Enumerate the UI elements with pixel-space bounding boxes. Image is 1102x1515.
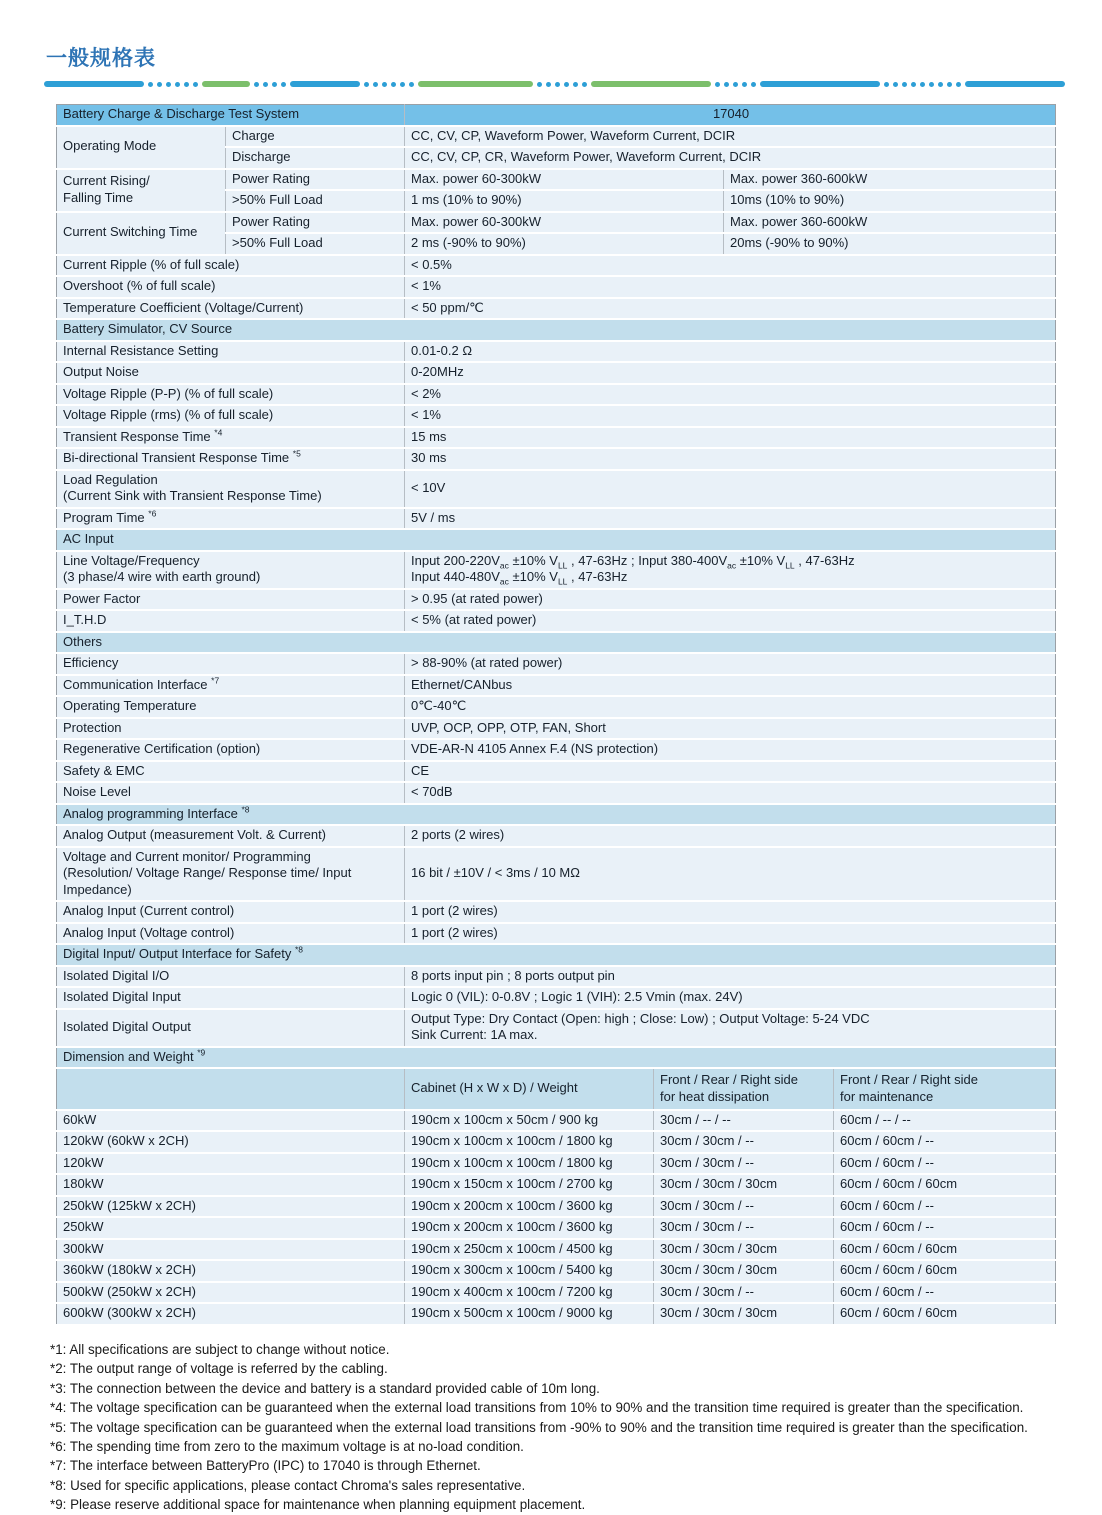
spec-row — [57, 405, 1056, 427]
spec-row-value: 1 port (2 wires) — [405, 901, 1056, 923]
dimension-cabinet: 190cm x 200cm x 100cm / 3600 kg — [405, 1196, 654, 1218]
spec-row-label: Protection — [57, 718, 405, 740]
dimension-heat: 30cm / 30cm / 30cm — [654, 1239, 834, 1261]
section-label: Analog programming Interface $^{*8}$ — [57, 804, 1056, 826]
dimension-heat: 30cm / 30cm / -- — [654, 1131, 834, 1153]
dimension-model: 180kW — [57, 1174, 405, 1196]
section-row — [57, 632, 1056, 654]
spec-row — [57, 923, 1056, 945]
dimension-col-heat: Front / Rear / Right side for heat dissipation — [654, 1068, 834, 1110]
spec-row — [57, 966, 1056, 988]
spec-row-value: < 50 ppm/℃ — [405, 298, 1056, 320]
spec-row — [57, 276, 1056, 298]
spec-row-value: 1 port (2 wires) — [405, 923, 1056, 945]
spec-row-label: Voltage Ripple (P-P) (% of full scale) — [57, 384, 405, 406]
dimension-model: 120kW (60kW x 2CH) — [57, 1131, 405, 1153]
spec-row-value: 30 ms — [405, 448, 1056, 470]
system-name-cell: Battery Charge & Discharge Test System — [57, 105, 405, 126]
spec-row-label: Voltage Ripple (rms) (% of full scale) — [57, 405, 405, 427]
spec-row-value: < 2% — [405, 384, 1056, 406]
spec-row-value: < 1% — [405, 276, 1056, 298]
spec-row — [57, 298, 1056, 320]
spec-row-label: Transient Response Time $^{*4}$ — [57, 427, 405, 449]
spec-row-value: > 0.95 (at rated power) — [405, 589, 1056, 611]
footnote-marker: *4: — [50, 1400, 67, 1416]
separator-bar — [44, 81, 144, 87]
spec-row — [57, 341, 1056, 363]
spec-row-label: Temperature Coefficient (Voltage/Current) — [57, 298, 405, 320]
dimension-maintenance: 60cm / 60cm / 60cm — [834, 1303, 1056, 1325]
dimension-maintenance: 60cm / 60cm / 60cm — [834, 1239, 1056, 1261]
spec-row-value-left: 2 ms (-90% to 90%) — [405, 233, 724, 255]
dimension-cabinet: 190cm x 250cm x 100cm / 4500 kg — [405, 1239, 654, 1261]
spec-row — [57, 901, 1056, 923]
dimension-col-maintenance: Front / Rear / Right side for maintenance — [834, 1068, 1056, 1110]
spec-row-value: < 10V — [405, 470, 1056, 508]
section-label: Battery Simulator, CV Source — [57, 319, 1056, 341]
dimension-cabinet: 190cm x 100cm x 100cm / 1800 kg — [405, 1131, 654, 1153]
dimension-heat: 30cm / 30cm / -- — [654, 1282, 834, 1304]
spec-row — [57, 470, 1056, 508]
spec-row-value-left: Max. power 60-300kW — [405, 169, 724, 191]
spec-row-label: Regenerative Certification (option) — [57, 739, 405, 761]
spec-row-label: Line Voltage/Frequency (3 phase/4 wire with earth ground) — [57, 551, 405, 589]
spec-row-value-right: Max. power 360-600kW — [724, 212, 1056, 234]
dimension-cabinet: 190cm x 100cm x 100cm / 1800 kg — [405, 1153, 654, 1175]
spec-row — [57, 718, 1056, 740]
spec-row-value-right: 20ms (-90% to 90%) — [724, 233, 1056, 255]
spec-row-value: CC, CV, CP, CR, Waveform Power, Waveform Current, DCIR — [405, 147, 1056, 169]
dimension-model: 250kW (125kW x 2CH) — [57, 1196, 405, 1218]
dimension-row — [57, 1196, 1056, 1218]
dimension-cabinet: 190cm x 500cm x 100cm / 9000 kg — [405, 1303, 654, 1325]
dimension-cabinet: 190cm x 150cm x 100cm / 2700 kg — [405, 1174, 654, 1196]
separator-bar — [290, 81, 360, 87]
dimension-header-row — [57, 1068, 1056, 1110]
separator-bar — [418, 81, 533, 87]
dimension-maintenance: 60cm / -- / -- — [834, 1110, 1056, 1132]
spec-row-value: < 5% (at rated power) — [405, 610, 1056, 632]
spec-row-value: UVP, OCP, OPP, OTP, FAN, Short — [405, 718, 1056, 740]
spec-sub-label: >50% Full Load — [226, 190, 405, 212]
spec-row-label: Voltage and Current monitor/ Programming (Resolution/ Voltage Range/ Response time/ Input Impedance) — [57, 847, 405, 902]
dimension-heat: 30cm / 30cm / -- — [654, 1196, 834, 1218]
footnote: *6: The spending time from zero to the maximum voltage is at no-load condition. — [50, 1438, 524, 1454]
spec-row-label: Safety & EMC — [57, 761, 405, 783]
dimension-row — [57, 1217, 1056, 1239]
dimension-row — [57, 1282, 1056, 1304]
spec-row — [57, 610, 1056, 632]
decorative-separator — [44, 80, 1058, 88]
footnote-marker: *2: — [50, 1361, 67, 1377]
section-label: Digital Input/ Output Interface for Safety $^{*8}$ — [57, 944, 1056, 966]
dimension-heat: 30cm / 30cm / 30cm — [654, 1303, 834, 1325]
spec-row — [57, 589, 1056, 611]
spec-row-value: < 0.5% — [405, 255, 1056, 277]
specification-table-body — [57, 105, 1056, 1325]
spec-row — [57, 384, 1056, 406]
dimension-model: 120kW — [57, 1153, 405, 1175]
spec-row — [57, 427, 1056, 449]
spec-row — [57, 362, 1056, 384]
spec-row-value-left: 1 ms (10% to 90%) — [405, 190, 724, 212]
spec-row-label: Load Regulation (Current Sink with Transient Response Time) — [57, 470, 405, 508]
dimension-col-cabinet: Cabinet (H x W x D) / Weight — [405, 1068, 654, 1110]
spec-row — [57, 448, 1056, 470]
spec-row-value: Input $200-220V_{ac} \pm 10\%$ $V_{LL}$ , 47-63Hz ; Input $380-400V_{ac} \pm 10\%$ $V_{LL}$ , 47-63Hz Input $440-480V_{ac} \pm 10\%$ $V_{LL}$ , 47-63Hz — [405, 551, 1056, 589]
spec-row — [57, 739, 1056, 761]
spec-row — [57, 1009, 1056, 1047]
section-label: AC Input — [57, 529, 1056, 551]
dimension-maintenance: 60cm / 60cm / 60cm — [834, 1174, 1056, 1196]
dimension-model: 500kW (250kW x 2CH) — [57, 1282, 405, 1304]
dimension-maintenance: 60cm / 60cm / -- — [834, 1131, 1056, 1153]
spec-row-label: Analog Input (Current control) — [57, 901, 405, 923]
dimension-maintenance: 60cm / 60cm / -- — [834, 1153, 1056, 1175]
separator-bar — [965, 81, 1065, 87]
dimension-cabinet: 190cm x 300cm x 100cm / 5400 kg — [405, 1260, 654, 1282]
spec-row — [57, 551, 1056, 589]
dimension-cabinet: 190cm x 200cm x 100cm / 3600 kg — [405, 1217, 654, 1239]
footnote-marker: *1: — [50, 1341, 67, 1357]
dimension-model: 60kW — [57, 1110, 405, 1132]
spec-sub-label: Charge — [226, 126, 405, 148]
spec-row-label: Isolated Digital Input — [57, 987, 405, 1009]
section-label: Dimension and Weight $^{*9}$ — [57, 1047, 1056, 1069]
dimension-model: 300kW — [57, 1239, 405, 1261]
spec-row-value: VDE-AR-N 4105 Annex F.4 (NS protection) — [405, 739, 1056, 761]
spec-sub-label: Discharge — [226, 147, 405, 169]
dimension-cabinet: 190cm x 400cm x 100cm / 7200 kg — [405, 1282, 654, 1304]
spec-row-value: < 70dB — [405, 782, 1056, 804]
spec-row-label: Internal Resistance Setting — [57, 341, 405, 363]
spec-row-label: Current Ripple (% of full scale) — [57, 255, 405, 277]
footnote: *2: The output range of voltage is referred by the cabling. — [50, 1361, 388, 1377]
spec-row — [57, 847, 1056, 902]
footnote: *8: Used for specific applications, please contact Chroma's sales representative. — [50, 1477, 526, 1493]
dimension-maintenance: 60cm / 60cm / -- — [834, 1217, 1056, 1239]
spec-row-value: 5V / ms — [405, 508, 1056, 530]
spec-row — [57, 782, 1056, 804]
page-title: 一般规格表 — [46, 46, 156, 70]
specification-table — [56, 104, 1056, 1326]
spec-group-row — [57, 169, 1056, 191]
spec-row — [57, 508, 1056, 530]
spec-row-value: > 88-90% (at rated power) — [405, 653, 1056, 675]
dimension-row — [57, 1303, 1056, 1325]
dimension-model: 360kW (180kW x 2CH) — [57, 1260, 405, 1282]
spec-row — [57, 653, 1056, 675]
spec-row-label: I_T.H.D — [57, 610, 405, 632]
dimension-maintenance: 60cm / 60cm / -- — [834, 1282, 1056, 1304]
dimension-row — [57, 1260, 1056, 1282]
spec-row — [57, 675, 1056, 697]
spec-row-value-right: Max. power 360-600kW — [724, 169, 1056, 191]
spec-group-label: Current Rising/ Falling Time — [57, 169, 226, 212]
spec-sub-label: Power Rating — [226, 169, 405, 191]
spec-group-row — [57, 212, 1056, 234]
spec-row-value: 16 bit / ±10V / < 3ms / 10 MΩ — [405, 847, 1056, 902]
spec-row — [57, 255, 1056, 277]
spec-row-value: < 1% — [405, 405, 1056, 427]
dimension-row — [57, 1174, 1056, 1196]
dimension-heat: 30cm / -- / -- — [654, 1110, 834, 1132]
dimension-heat: 30cm / 30cm / -- — [654, 1153, 834, 1175]
footnote: *5: The voltage specification can be guaranteed when the external load transitions from -90% to 90% and the transition time required is greater than the specification. — [50, 1419, 1028, 1435]
dimension-heat: 30cm / 30cm / 30cm — [654, 1260, 834, 1282]
model-number-cell: 17040 — [405, 105, 1056, 126]
spec-row-value: Logic 0 (VIL): 0-0.8V ; Logic 1 (VIH): 2.5 Vmin (max. 24V) — [405, 987, 1056, 1009]
footnote-marker: *3: — [50, 1380, 67, 1396]
spec-row-label: Communication Interface $^{*7}$ — [57, 675, 405, 697]
dimension-heat: 30cm / 30cm / 30cm — [654, 1174, 834, 1196]
section-row — [57, 944, 1056, 966]
spec-row-value-right: 10ms (10% to 90%) — [724, 190, 1056, 212]
spec-row-label: Analog Output (measurement Volt. & Current) — [57, 825, 405, 847]
spec-row-label: Noise Level — [57, 782, 405, 804]
section-row — [57, 804, 1056, 826]
spec-header-row — [57, 105, 1056, 126]
spec-row — [57, 825, 1056, 847]
footnote: *1: All specifications are subject to change without notice. — [50, 1341, 390, 1357]
footnote: *3: The connection between the device and battery is a standard provided cable of 10m long. — [50, 1380, 600, 1396]
spec-row-label: Power Factor — [57, 589, 405, 611]
dimension-heat: 30cm / 30cm / -- — [654, 1217, 834, 1239]
section-row — [57, 1047, 1056, 1069]
spec-row-value: 0.01-0.2 Ω — [405, 341, 1056, 363]
section-row — [57, 319, 1056, 341]
spec-row-value-left: Max. power 60-300kW — [405, 212, 724, 234]
dimension-maintenance: 60cm / 60cm / -- — [834, 1196, 1056, 1218]
footnote: *4: The voltage specification can be guaranteed when the external load transitions from 10% to 90% and the transition time required is greater than the specification. — [50, 1400, 1024, 1416]
spec-row-label: Bi-directional Transient Response Time $^{*5}$ — [57, 448, 405, 470]
spec-row-value: CC, CV, CP, Waveform Power, Waveform Current, DCIR — [405, 126, 1056, 148]
dimension-row — [57, 1153, 1056, 1175]
spec-row-label: Overshoot (% of full scale) — [57, 276, 405, 298]
dimension-maintenance: 60cm / 60cm / 60cm — [834, 1260, 1056, 1282]
spec-row-label: Program Time $^{*6}$ — [57, 508, 405, 530]
spec-group-label: Current Switching Time — [57, 212, 226, 255]
dimension-model: 250kW — [57, 1217, 405, 1239]
spec-row-label: Isolated Digital I/O — [57, 966, 405, 988]
footnote: *9: Please reserve additional space for maintenance when planning equipment placement. — [50, 1497, 586, 1513]
dimension-model: 600kW (300kW x 2CH) — [57, 1303, 405, 1325]
dimension-row — [57, 1131, 1056, 1153]
footnote-marker: *5: — [50, 1419, 67, 1435]
spec-sub-label: Power Rating — [226, 212, 405, 234]
footnote: *7: The interface between BatteryPro (IPC) to 17040 is through Ethernet. — [50, 1458, 481, 1474]
spec-sub-label: >50% Full Load — [226, 233, 405, 255]
spec-row-label: Operating Temperature — [57, 696, 405, 718]
dimension-row — [57, 1239, 1056, 1261]
spec-row-value: Ethernet/CANbus — [405, 675, 1056, 697]
dimension-diagonal-cell — [57, 1068, 405, 1110]
dimension-cabinet: 190cm x 100cm x 50cm / 900 kg — [405, 1110, 654, 1132]
spec-row-label: Output Noise — [57, 362, 405, 384]
spec-group-label: Operating Mode — [57, 126, 226, 169]
dimension-row — [57, 1110, 1056, 1132]
spec-row-value: 2 ports (2 wires) — [405, 825, 1056, 847]
spec-group-row — [57, 126, 1056, 148]
spec-row-value: CE — [405, 761, 1056, 783]
section-row — [57, 529, 1056, 551]
separator-bar — [202, 81, 250, 87]
footnote-marker: *8: — [50, 1477, 67, 1493]
spec-row-value: 0-20MHz — [405, 362, 1056, 384]
spec-row — [57, 987, 1056, 1009]
separator-bar — [760, 81, 880, 87]
spec-row — [57, 696, 1056, 718]
spec-row-label: Analog Input (Voltage control) — [57, 923, 405, 945]
spec-row-value: Output Type: Dry Contact (Open: high ; Close: Low) ; Output Voltage: 5-24 VDC Sink Current: 1A max. — [405, 1009, 1056, 1047]
spec-row — [57, 761, 1056, 783]
footnote-marker: *7: — [50, 1458, 67, 1474]
spec-row-value: 8 ports input pin ; 8 ports output pin — [405, 966, 1056, 988]
footnote-marker: *6: — [50, 1438, 67, 1454]
section-label: Others — [57, 632, 1056, 654]
footnote-marker: *9: — [50, 1497, 67, 1513]
spec-row-value: 0℃-40℃ — [405, 696, 1056, 718]
footnotes — [50, 1340, 1058, 1515]
spec-row-label: Efficiency — [57, 653, 405, 675]
spec-row-value: 15 ms — [405, 427, 1056, 449]
separator-bar — [591, 81, 711, 87]
spec-row-label: Isolated Digital Output — [57, 1009, 405, 1047]
